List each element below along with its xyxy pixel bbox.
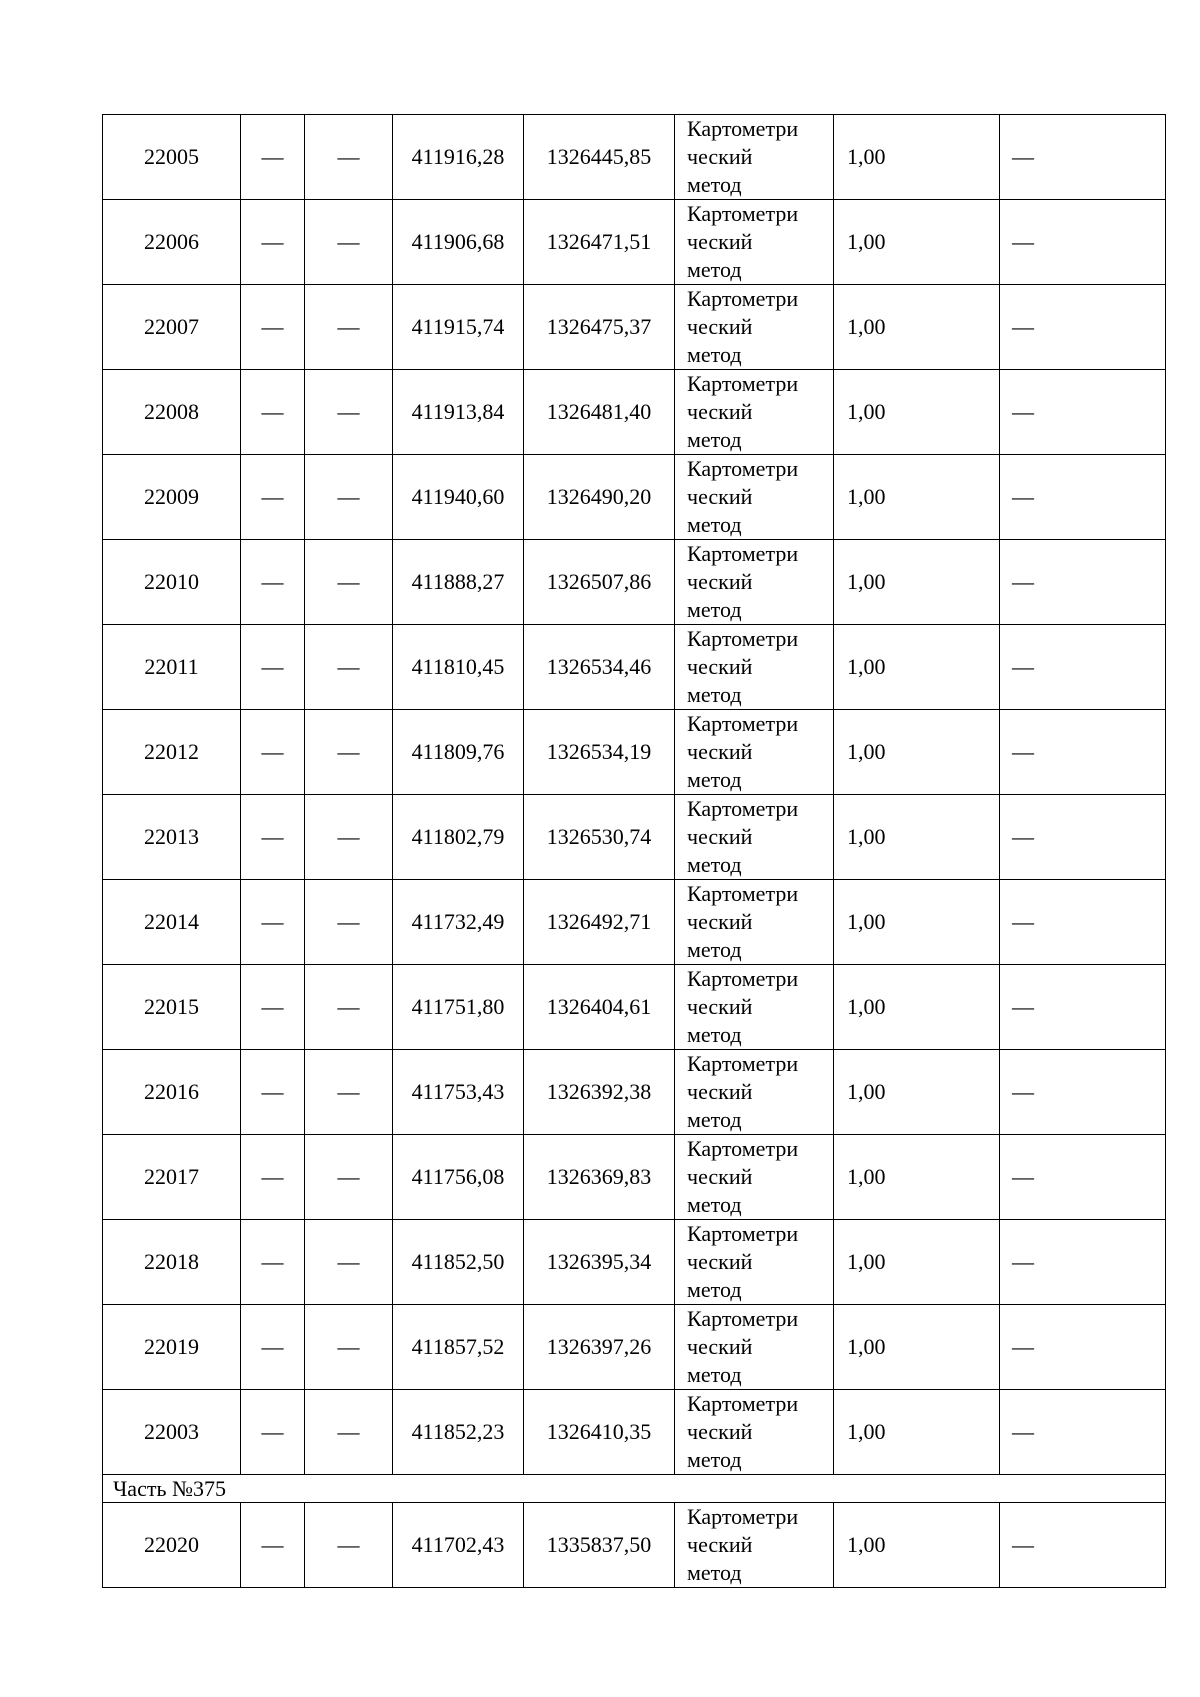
y-coordinate-cell: 1326475,37 [524, 285, 675, 370]
empty-value-cell: — [1000, 625, 1166, 710]
point-number-cell: 22018 [103, 1220, 241, 1305]
empty-value-cell: — [241, 1305, 305, 1390]
coordinates-table [102, 114, 1166, 1588]
method-text-line: метод [687, 512, 742, 537]
empty-value-cell: — [1000, 1220, 1166, 1305]
empty-value-cell: — [1000, 370, 1166, 455]
method-cell [675, 1050, 834, 1135]
accuracy-cell: 1,00 [834, 965, 1000, 1050]
method-text-line: Картометри [687, 796, 799, 821]
method-cell [675, 200, 834, 285]
method-text-line: метод [687, 682, 742, 707]
empty-value-cell: — [305, 115, 393, 200]
x-coordinate-cell: 411888,27 [393, 540, 524, 625]
x-coordinate-cell: 411916,28 [393, 115, 524, 200]
y-coordinate-cell: 1326395,34 [524, 1220, 675, 1305]
accuracy-cell: 1,00 [834, 880, 1000, 965]
empty-value-cell: — [1000, 200, 1166, 285]
empty-value-cell: — [305, 540, 393, 625]
empty-value-cell: — [241, 370, 305, 455]
table-row [103, 1390, 1166, 1475]
method-text-line: Картометри [687, 1221, 799, 1246]
table-row [103, 1050, 1166, 1135]
point-number-cell: 22003 [103, 1390, 241, 1475]
accuracy-cell: 1,00 [834, 795, 1000, 880]
empty-value-cell: — [241, 1135, 305, 1220]
method-text-line: ческий [687, 739, 753, 764]
method-text-line: Картометри [687, 201, 799, 226]
x-coordinate-cell: 411702,43 [393, 1503, 524, 1588]
empty-value-cell: — [241, 795, 305, 880]
empty-value-cell: — [241, 115, 305, 200]
method-text-line: ческий [687, 909, 753, 934]
empty-value-cell: — [305, 200, 393, 285]
empty-value-cell: — [241, 965, 305, 1050]
y-coordinate-cell: 1326404,61 [524, 965, 675, 1050]
method-text-line: ческий [687, 144, 753, 169]
table-row [103, 200, 1166, 285]
method-text-line: Картометри [687, 881, 799, 906]
method-text-line: Картометри [687, 626, 799, 651]
method-text-line: ческий [687, 1334, 753, 1359]
accuracy-cell: 1,00 [834, 625, 1000, 710]
accuracy-cell: 1,00 [834, 710, 1000, 795]
method-text-line: ческий [687, 314, 753, 339]
method-text-line: Картометри [687, 711, 799, 736]
table-row [103, 965, 1166, 1050]
y-coordinate-cell: 1326534,46 [524, 625, 675, 710]
empty-value-cell: — [241, 880, 305, 965]
accuracy-cell: 1,00 [834, 540, 1000, 625]
method-text-line: метод [687, 172, 742, 197]
empty-value-cell: — [241, 1503, 305, 1588]
y-coordinate-cell: 1326492,71 [524, 880, 675, 965]
point-number-cell: 22020 [103, 1503, 241, 1588]
table-row [103, 880, 1166, 965]
table-row [103, 1503, 1166, 1588]
point-number-cell: 22016 [103, 1050, 241, 1135]
empty-value-cell: — [305, 455, 393, 540]
method-cell [675, 115, 834, 200]
section-label: Часть №375 [103, 1475, 1166, 1503]
method-cell [675, 625, 834, 710]
method-text-line: Картометри [687, 456, 799, 481]
method-text-line: Картометри [687, 1136, 799, 1161]
method-text-line: ческий [687, 824, 753, 849]
method-text-line: метод [687, 1107, 742, 1132]
method-text-line: ческий [687, 994, 753, 1019]
empty-value-cell: — [1000, 1305, 1166, 1390]
method-text-line: Картометри [687, 1504, 799, 1529]
empty-value-cell: — [305, 285, 393, 370]
x-coordinate-cell: 411809,76 [393, 710, 524, 795]
point-number-cell: 22010 [103, 540, 241, 625]
x-coordinate-cell: 411913,84 [393, 370, 524, 455]
accuracy-cell: 1,00 [834, 200, 1000, 285]
method-cell [675, 455, 834, 540]
empty-value-cell: — [1000, 880, 1166, 965]
y-coordinate-cell: 1326445,85 [524, 115, 675, 200]
empty-value-cell: — [241, 285, 305, 370]
accuracy-cell: 1,00 [834, 1050, 1000, 1135]
method-text-line: метод [687, 1277, 742, 1302]
table-row [103, 1220, 1166, 1305]
accuracy-cell: 1,00 [834, 455, 1000, 540]
x-coordinate-cell: 411857,52 [393, 1305, 524, 1390]
empty-value-cell: — [1000, 540, 1166, 625]
y-coordinate-cell: 1326369,83 [524, 1135, 675, 1220]
method-cell [675, 1305, 834, 1390]
method-text-line: ческий [687, 1419, 753, 1444]
table-row [103, 1305, 1166, 1390]
empty-value-cell: — [1000, 285, 1166, 370]
method-text-line: ческий [687, 569, 753, 594]
table-row [103, 1135, 1166, 1220]
empty-value-cell: — [1000, 1050, 1166, 1135]
method-text-line: ческий [687, 1532, 753, 1557]
table-row [103, 115, 1166, 200]
table-row [103, 540, 1166, 625]
table-row [103, 370, 1166, 455]
empty-value-cell: — [305, 1135, 393, 1220]
point-number-cell: 22006 [103, 200, 241, 285]
method-text-line: метод [687, 1362, 742, 1387]
method-cell [675, 1135, 834, 1220]
empty-value-cell: — [241, 625, 305, 710]
accuracy-cell: 1,00 [834, 370, 1000, 455]
x-coordinate-cell: 411906,68 [393, 200, 524, 285]
point-number-cell: 22013 [103, 795, 241, 880]
method-text-line: ческий [687, 484, 753, 509]
point-number-cell: 22009 [103, 455, 241, 540]
method-text-line: Картометри [687, 1391, 799, 1416]
method-text-line: метод [687, 1192, 742, 1217]
method-text-line: ческий [687, 229, 753, 254]
x-coordinate-cell: 411852,50 [393, 1220, 524, 1305]
accuracy-cell: 1,00 [834, 1305, 1000, 1390]
method-text-line: Картометри [687, 286, 799, 311]
empty-value-cell: — [1000, 1503, 1166, 1588]
y-coordinate-cell: 1335837,50 [524, 1503, 675, 1588]
method-text-line: метод [687, 342, 742, 367]
point-number-cell: 22008 [103, 370, 241, 455]
accuracy-cell: 1,00 [834, 115, 1000, 200]
x-coordinate-cell: 411940,60 [393, 455, 524, 540]
empty-value-cell: — [305, 795, 393, 880]
method-cell [675, 1220, 834, 1305]
y-coordinate-cell: 1326490,20 [524, 455, 675, 540]
y-coordinate-cell: 1326534,19 [524, 710, 675, 795]
accuracy-cell: 1,00 [834, 1390, 1000, 1475]
method-text-line: метод [687, 937, 742, 962]
table-row [103, 455, 1166, 540]
empty-value-cell: — [1000, 455, 1166, 540]
empty-value-cell: — [305, 880, 393, 965]
empty-value-cell: — [1000, 1135, 1166, 1220]
x-coordinate-cell: 411753,43 [393, 1050, 524, 1135]
section-header-row [103, 1475, 1166, 1503]
method-text-line: ческий [687, 1079, 753, 1104]
y-coordinate-cell: 1326392,38 [524, 1050, 675, 1135]
empty-value-cell: — [1000, 795, 1166, 880]
x-coordinate-cell: 411802,79 [393, 795, 524, 880]
table-body [103, 115, 1166, 1588]
method-cell [675, 795, 834, 880]
empty-value-cell: — [305, 1305, 393, 1390]
method-text-line: ческий [687, 1164, 753, 1189]
point-number-cell: 22017 [103, 1135, 241, 1220]
method-text-line: ческий [687, 654, 753, 679]
y-coordinate-cell: 1326530,74 [524, 795, 675, 880]
method-text-line: ческий [687, 399, 753, 424]
y-coordinate-cell: 1326471,51 [524, 200, 675, 285]
empty-value-cell: — [1000, 115, 1166, 200]
point-number-cell: 22005 [103, 115, 241, 200]
empty-value-cell: — [305, 710, 393, 795]
empty-value-cell: — [305, 1503, 393, 1588]
accuracy-cell: 1,00 [834, 1135, 1000, 1220]
accuracy-cell: 1,00 [834, 1220, 1000, 1305]
empty-value-cell: — [305, 370, 393, 455]
method-cell [675, 880, 834, 965]
method-text-line: метод [687, 1022, 742, 1047]
y-coordinate-cell: 1326410,35 [524, 1390, 675, 1475]
point-number-cell: 22015 [103, 965, 241, 1050]
y-coordinate-cell: 1326481,40 [524, 370, 675, 455]
empty-value-cell: — [241, 1220, 305, 1305]
method-text-line: Картометри [687, 371, 799, 396]
point-number-cell: 22014 [103, 880, 241, 965]
empty-value-cell: — [241, 200, 305, 285]
method-cell [675, 965, 834, 1050]
x-coordinate-cell: 411810,45 [393, 625, 524, 710]
accuracy-cell: 1,00 [834, 285, 1000, 370]
method-text-line: метод [687, 767, 742, 792]
x-coordinate-cell: 411852,23 [393, 1390, 524, 1475]
empty-value-cell: — [241, 455, 305, 540]
empty-value-cell: — [305, 1220, 393, 1305]
method-text-line: Картометри [687, 1306, 799, 1331]
point-number-cell: 22011 [103, 625, 241, 710]
empty-value-cell: — [241, 1050, 305, 1135]
method-cell [675, 285, 834, 370]
point-number-cell: 22007 [103, 285, 241, 370]
empty-value-cell: — [305, 965, 393, 1050]
accuracy-cell: 1,00 [834, 1503, 1000, 1588]
empty-value-cell: — [241, 710, 305, 795]
method-text-line: метод [687, 852, 742, 877]
x-coordinate-cell: 411751,80 [393, 965, 524, 1050]
empty-value-cell: — [1000, 710, 1166, 795]
empty-value-cell: — [305, 1390, 393, 1475]
empty-value-cell: — [305, 1050, 393, 1135]
empty-value-cell: — [241, 1390, 305, 1475]
x-coordinate-cell: 411915,74 [393, 285, 524, 370]
empty-value-cell: — [1000, 1390, 1166, 1475]
method-text-line: Картометри [687, 1051, 799, 1076]
method-text-line: метод [687, 427, 742, 452]
empty-value-cell: — [305, 625, 393, 710]
method-cell [675, 1390, 834, 1475]
method-cell [675, 710, 834, 795]
y-coordinate-cell: 1326507,86 [524, 540, 675, 625]
x-coordinate-cell: 411732,49 [393, 880, 524, 965]
point-number-cell: 22012 [103, 710, 241, 795]
empty-value-cell: — [1000, 965, 1166, 1050]
method-text-line: Картометри [687, 966, 799, 991]
table-row [103, 285, 1166, 370]
y-coordinate-cell: 1326397,26 [524, 1305, 675, 1390]
point-number-cell: 22019 [103, 1305, 241, 1390]
method-text-line: метод [687, 1447, 742, 1472]
table-row [103, 710, 1166, 795]
method-text-line: метод [687, 1560, 742, 1585]
method-text-line: метод [687, 597, 742, 622]
x-coordinate-cell: 411756,08 [393, 1135, 524, 1220]
method-cell [675, 1503, 834, 1588]
method-cell [675, 370, 834, 455]
method-text-line: Картометри [687, 541, 799, 566]
table-row [103, 795, 1166, 880]
table-row [103, 625, 1166, 710]
method-text-line: Картометри [687, 116, 799, 141]
method-text-line: метод [687, 257, 742, 282]
method-cell [675, 540, 834, 625]
empty-value-cell: — [241, 540, 305, 625]
method-text-line: ческий [687, 1249, 753, 1274]
